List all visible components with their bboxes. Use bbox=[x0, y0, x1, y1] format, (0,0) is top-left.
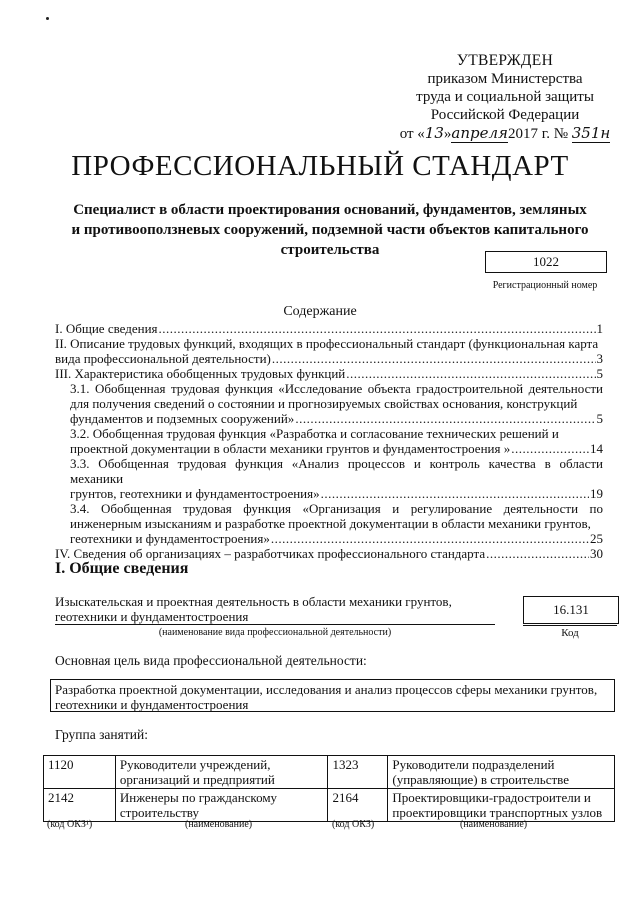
okz-code-cell: 1323 bbox=[328, 756, 388, 789]
toc-entry[interactable] bbox=[55, 321, 603, 336]
okz-name-cell: Проектировщики-градостроители и проектировщики транспортных узлов bbox=[388, 789, 615, 822]
caption-name-1: (наименование) bbox=[185, 819, 253, 830]
order-number-handwritten: 351н bbox=[571, 124, 611, 142]
table-of-contents bbox=[55, 321, 603, 561]
caption-name-2: (наименование) bbox=[460, 819, 528, 830]
toc-entry-text-lead: 3.3. Обобщенная трудовая функция «Анализ процессов и контроль качества в области механики bbox=[70, 456, 603, 486]
scan-speck bbox=[46, 17, 49, 20]
activity-kind-text: Изыскательская и проектная деятельность в области механики грунтов, геотехники и фундаментостроения bbox=[55, 594, 452, 624]
registration-number-box: 1022 bbox=[485, 251, 607, 273]
activity-kind-caption: (наименование вида профессиональной деятельности) bbox=[158, 627, 392, 638]
date-year: 2017 г. № bbox=[507, 126, 569, 142]
dot-leader bbox=[272, 351, 596, 366]
toc-entry[interactable] bbox=[55, 501, 603, 546]
toc-page-number: 5 bbox=[596, 411, 603, 426]
dot-leader bbox=[346, 366, 595, 381]
toc-page-number: 14 bbox=[590, 441, 603, 456]
toc-entry[interactable] bbox=[55, 426, 603, 456]
approval-title: УТВЕРЖДЕН bbox=[456, 52, 554, 69]
okz-name-cell: Руководители подразделений (управляющие) в строительстве bbox=[388, 756, 615, 789]
occupation-groups-table bbox=[43, 755, 615, 822]
toc-entry[interactable] bbox=[55, 336, 603, 366]
goal-box: Разработка проектной документации, исследования и анализ процессов сферы механики грунтов, геотехники и фундаментостроения bbox=[50, 679, 615, 712]
toc-page-number: 5 bbox=[596, 366, 603, 381]
toc-entry[interactable] bbox=[55, 381, 603, 426]
dot-leader bbox=[295, 411, 595, 426]
approval-block bbox=[380, 52, 630, 143]
registration-number-caption: Регистрационный номер bbox=[492, 280, 598, 291]
activity-kind-underline bbox=[55, 624, 495, 625]
subtitle-line2: и противооползневых сооружений, подземной части объектов капитального bbox=[71, 222, 589, 238]
okz-name-cell: Руководители учреждений, организаций и предприятий bbox=[115, 756, 328, 789]
toc-page-number: 19 bbox=[590, 486, 603, 501]
okz-code-cell: 1120 bbox=[44, 756, 116, 789]
date-mid: » bbox=[443, 126, 452, 142]
dot-leader bbox=[511, 441, 589, 456]
table-row bbox=[44, 789, 615, 822]
toc-entry-text: III. Характеристика обобщенных трудовых функций bbox=[55, 366, 346, 381]
toc-page-number: 25 bbox=[590, 531, 603, 546]
toc-entry[interactable] bbox=[55, 546, 603, 561]
okz-name-cell: Инженеры по гражданскому строительству bbox=[115, 789, 328, 822]
toc-page-number: 30 bbox=[590, 546, 603, 561]
toc-entry-text: геотехники и фундаментостроения» bbox=[70, 531, 270, 546]
toc-entry-text-lead: 3.2. Обобщенная трудовая функция «Разработка и согласование технических решений и bbox=[70, 426, 559, 441]
toc-page-number: 1 bbox=[596, 321, 603, 336]
approval-date-line bbox=[380, 124, 630, 143]
table-row bbox=[44, 756, 615, 789]
toc-entry-text-lead: 3.4. Обобщенная трудовая функция «Организация и регулирование деятельности по инженерным изысканиям и разработке проектной документации в области механики грунтов, bbox=[70, 501, 603, 531]
subtitle-line3: строительства bbox=[280, 242, 380, 258]
toc-entry[interactable] bbox=[55, 366, 603, 381]
approval-line3: Российской Федерации bbox=[430, 107, 580, 123]
toc-entry[interactable] bbox=[55, 456, 603, 501]
activity-code-box: 16.131 bbox=[523, 596, 619, 624]
section-heading: I. Общие сведения bbox=[55, 560, 189, 577]
dot-leader bbox=[321, 486, 589, 501]
code-caption-line bbox=[523, 625, 617, 626]
toc-entry-text: I. Общие сведения bbox=[55, 321, 158, 336]
approval-line2: труда и социальной защиты bbox=[416, 89, 594, 105]
toc-entry-text: IV. Сведения об организациях – разработчиках профессионального стандарта bbox=[55, 546, 486, 561]
dot-leader bbox=[271, 531, 589, 546]
approval-line1: приказом Министерства bbox=[427, 71, 583, 87]
toc-heading: Содержание bbox=[283, 304, 357, 319]
group-label: Группа занятий: bbox=[55, 727, 148, 742]
subtitle-line1: Специалист в области проектирования оснований, фундаментов, земляных bbox=[73, 202, 587, 218]
caption-okz-code-2: (код ОКЗ) bbox=[332, 819, 375, 830]
okz-code-cell: 2164 bbox=[328, 789, 388, 822]
document-title: ПРОФЕССИОНАЛЬНЫЙ СТАНДАРТ bbox=[71, 150, 569, 182]
toc-entry-text: фундаментов и подземных сооружений» bbox=[70, 411, 295, 426]
caption-okz-code-1: (код ОКЗ¹) bbox=[47, 819, 93, 830]
date-prefix: от « bbox=[399, 126, 425, 142]
goal-label: Основная цель вида профессиональной деятельности: bbox=[55, 653, 367, 668]
toc-entry-text: вида профессиональной деятельности) bbox=[55, 351, 271, 366]
dot-leader bbox=[159, 321, 596, 336]
date-day-handwritten: 13 bbox=[424, 124, 444, 142]
toc-entry-text: грунтов, геотехники и фундаментостроения» bbox=[70, 486, 320, 501]
dot-leader bbox=[486, 546, 589, 561]
toc-entry-text-lead: 3.1. Обобщенная трудовая функция «Исследование объекта градостроительной деятельности для получения сведений о состоянии и прогнозируемых свойствах основания, конструкций bbox=[70, 381, 603, 411]
toc-page-number: 3 bbox=[596, 351, 603, 366]
toc-entry-text-lead: II. Описание трудовых функций, входящих в профессиональный стандарт (функциональная карта bbox=[55, 336, 599, 351]
date-month-handwritten: апреля bbox=[451, 124, 508, 142]
okz-code-cell: 2142 bbox=[44, 789, 116, 822]
toc-entry-text: проектной документации в области механики грунтов и фундаментостроения » bbox=[70, 441, 511, 456]
activity-code-caption: Код bbox=[561, 627, 579, 639]
